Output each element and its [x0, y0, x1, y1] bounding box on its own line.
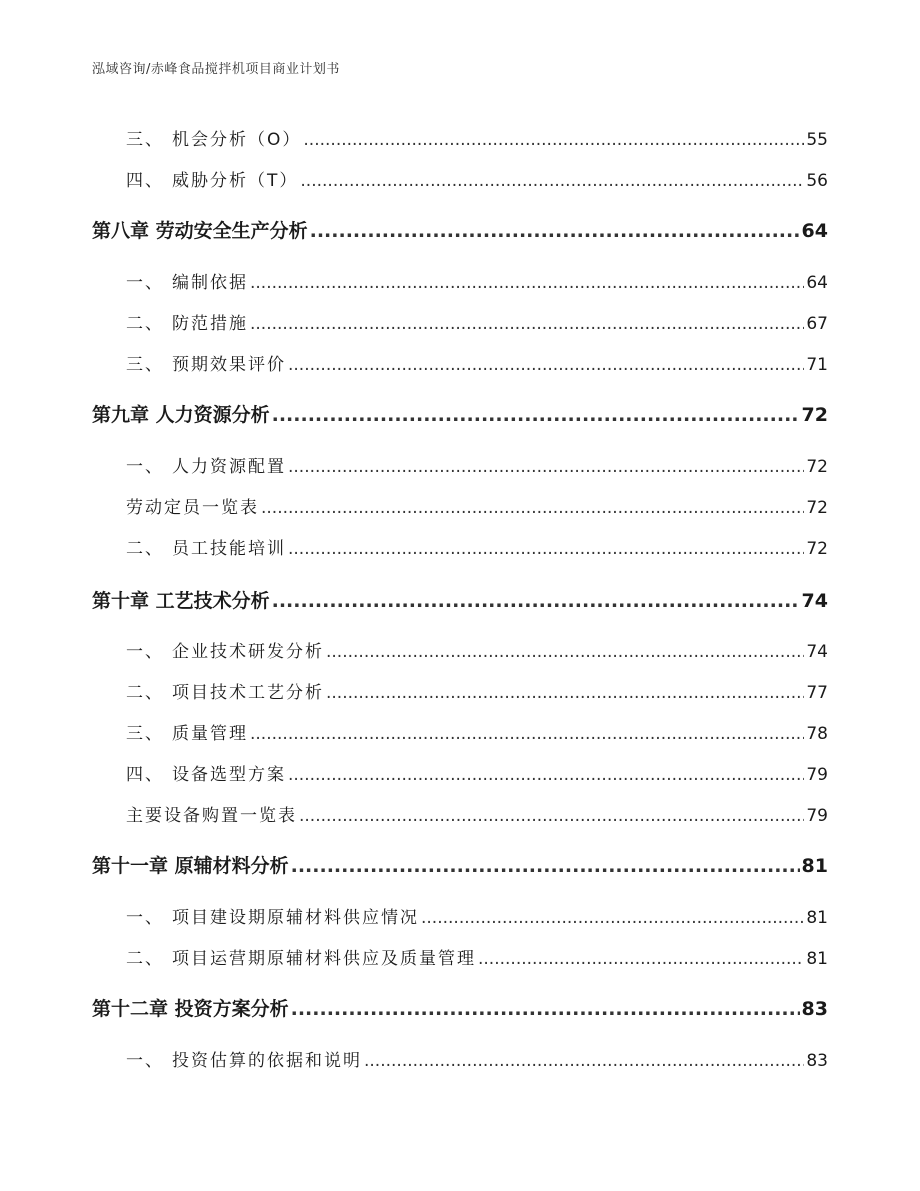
toc-entry-number: 四、 — [126, 171, 164, 191]
dot-leader — [288, 765, 804, 785]
toc-entry-number: 三、 — [126, 724, 164, 744]
toc-section-entry[interactable] — [92, 760, 828, 785]
toc-chapter-entry[interactable] — [92, 216, 828, 243]
toc-section-entry[interactable] — [92, 637, 828, 662]
toc-page-number: 74 — [806, 642, 828, 662]
dot-leader — [310, 220, 800, 242]
toc-entry-label — [92, 678, 324, 703]
toc-entry-number: 二、 — [126, 949, 164, 969]
toc-entry-label — [92, 994, 289, 1021]
toc-page-number: 81 — [806, 949, 828, 969]
toc-section-entry[interactable] — [92, 903, 828, 928]
toc-entry-label — [92, 903, 419, 928]
toc-entry-label — [92, 801, 297, 826]
toc-entry-label — [92, 760, 286, 785]
dot-leader — [300, 171, 804, 191]
toc-entry-title: 企业技术研发分析 — [172, 642, 324, 662]
toc-entry-label — [92, 1046, 362, 1071]
toc-entry-title: 员工技能培训 — [172, 539, 286, 559]
running-header: 泓域咨询/赤峰食品搅拌机项目商业计划书 — [92, 62, 340, 77]
toc-page-number: 67 — [806, 314, 828, 334]
toc-entry-label — [92, 586, 270, 613]
toc-entry-title: 人力资源配置 — [172, 457, 286, 477]
dot-leader — [288, 539, 804, 559]
toc-entry-number: 二、 — [126, 539, 164, 559]
toc-page-number: 72 — [806, 539, 828, 559]
toc-page-number: 79 — [806, 806, 828, 826]
dot-leader — [303, 130, 804, 150]
toc-entry-label — [92, 125, 301, 150]
toc-section-entry[interactable] — [92, 719, 828, 744]
toc-entry-title: 项目运营期原辅材料供应及质量管理 — [172, 949, 476, 969]
toc-chapter-entry[interactable] — [92, 994, 828, 1021]
dot-leader — [291, 998, 800, 1020]
toc-entry-title: 第九章 人力资源分析 — [92, 404, 270, 426]
toc-page-number: 56 — [806, 171, 828, 191]
toc-entry-number: 二、 — [126, 314, 164, 334]
toc-section-entry[interactable] — [92, 268, 828, 293]
toc-entry-title: 投资估算的依据和说明 — [172, 1051, 362, 1071]
toc-entry-number: 三、 — [126, 355, 164, 375]
toc-entry-title: 第十一章 原辅材料分析 — [92, 855, 289, 877]
toc-page-number: 55 — [806, 130, 828, 150]
dot-leader — [250, 314, 804, 334]
toc-page-number: 77 — [806, 683, 828, 703]
dot-leader — [272, 590, 800, 612]
toc-entry-title: 预期效果评价 — [172, 355, 286, 375]
toc-entry-label — [92, 944, 476, 969]
toc-page-number: 78 — [806, 724, 828, 744]
toc-section-entry[interactable] — [92, 801, 828, 826]
toc-chapter-entry[interactable] — [92, 851, 828, 878]
toc-page-number: 83 — [806, 1051, 828, 1071]
toc-entry-label — [92, 851, 289, 878]
toc-entry-label — [92, 216, 308, 243]
toc-page-number: 81 — [806, 908, 828, 928]
toc-page-number: 72 — [806, 498, 828, 518]
toc-section-entry[interactable] — [92, 534, 828, 559]
toc-page-number: 72 — [801, 404, 828, 426]
toc-entry-label — [92, 350, 286, 375]
toc-entry-label — [92, 719, 248, 744]
toc-page-number: 83 — [801, 998, 828, 1020]
toc-section-entry[interactable] — [92, 678, 828, 703]
toc-entry-title: 主要设备购置一览表 — [126, 806, 297, 826]
toc-section-entry[interactable] — [92, 350, 828, 375]
toc-section-entry[interactable] — [92, 944, 828, 969]
toc-page-number: 74 — [801, 590, 828, 612]
dot-leader — [250, 724, 804, 744]
dot-leader — [288, 457, 804, 477]
dot-leader — [261, 498, 804, 518]
toc-entry-label — [92, 534, 286, 559]
toc-entry-label — [92, 309, 248, 334]
toc-chapter-entry[interactable] — [92, 400, 828, 427]
toc-page-number: 64 — [806, 273, 828, 293]
toc-entry-title: 项目建设期原辅材料供应情况 — [172, 908, 419, 928]
toc-entry-title: 第十章 工艺技术分析 — [92, 590, 270, 612]
toc-entry-number: 一、 — [126, 273, 164, 293]
dot-leader — [250, 273, 804, 293]
dot-leader — [326, 642, 804, 662]
toc-entry-number: 三、 — [126, 130, 164, 150]
toc-entry-title: 第十二章 投资方案分析 — [92, 998, 289, 1020]
toc-section-entry[interactable] — [92, 309, 828, 334]
toc-entry-label — [92, 400, 270, 427]
toc-section-entry[interactable] — [92, 452, 828, 477]
toc-entry-title: 编制依据 — [172, 273, 248, 293]
toc-entry-label — [92, 637, 324, 662]
toc-page-number: 72 — [806, 457, 828, 477]
toc-page-number: 64 — [801, 220, 828, 242]
toc-section-entry[interactable] — [92, 1046, 828, 1071]
toc-entry-title: 质量管理 — [172, 724, 248, 744]
toc-entry-title: 项目技术工艺分析 — [172, 683, 324, 703]
toc-entry-label — [92, 268, 248, 293]
toc-entry-number: 一、 — [126, 1051, 164, 1071]
toc-entry-label — [92, 166, 298, 191]
toc-entry-title: 防范措施 — [172, 314, 248, 334]
toc-entry-number: 一、 — [126, 908, 164, 928]
toc-entry-label — [92, 452, 286, 477]
toc-entry-title: 第八章 劳动安全生产分析 — [92, 220, 308, 242]
dot-leader — [288, 355, 804, 375]
dot-leader — [291, 855, 800, 877]
toc-page-number: 81 — [801, 855, 828, 877]
toc-entry-label — [92, 493, 259, 518]
dot-leader — [326, 683, 804, 703]
toc-entry-title: 设备选型方案 — [172, 765, 286, 785]
dot-leader — [364, 1051, 804, 1071]
toc-chapter-entry[interactable] — [92, 586, 828, 613]
dot-leader — [272, 404, 800, 426]
toc-page-number: 79 — [806, 765, 828, 785]
toc-entry-title: 劳动定员一览表 — [126, 498, 259, 518]
toc-entry-title: 机会分析（O） — [172, 130, 302, 150]
toc-section-entry[interactable] — [92, 166, 828, 191]
dot-leader — [421, 908, 804, 928]
toc-section-entry[interactable] — [92, 125, 828, 150]
toc-section-entry[interactable] — [92, 493, 828, 518]
toc-entry-number: 一、 — [126, 642, 164, 662]
dot-leader — [299, 806, 804, 826]
toc-entry-title: 威胁分析（T） — [172, 171, 299, 191]
toc-entry-number: 一、 — [126, 457, 164, 477]
toc-entry-number: 四、 — [126, 765, 164, 785]
dot-leader — [478, 949, 804, 969]
toc-entry-number: 二、 — [126, 683, 164, 703]
toc-page-number: 71 — [806, 355, 828, 375]
